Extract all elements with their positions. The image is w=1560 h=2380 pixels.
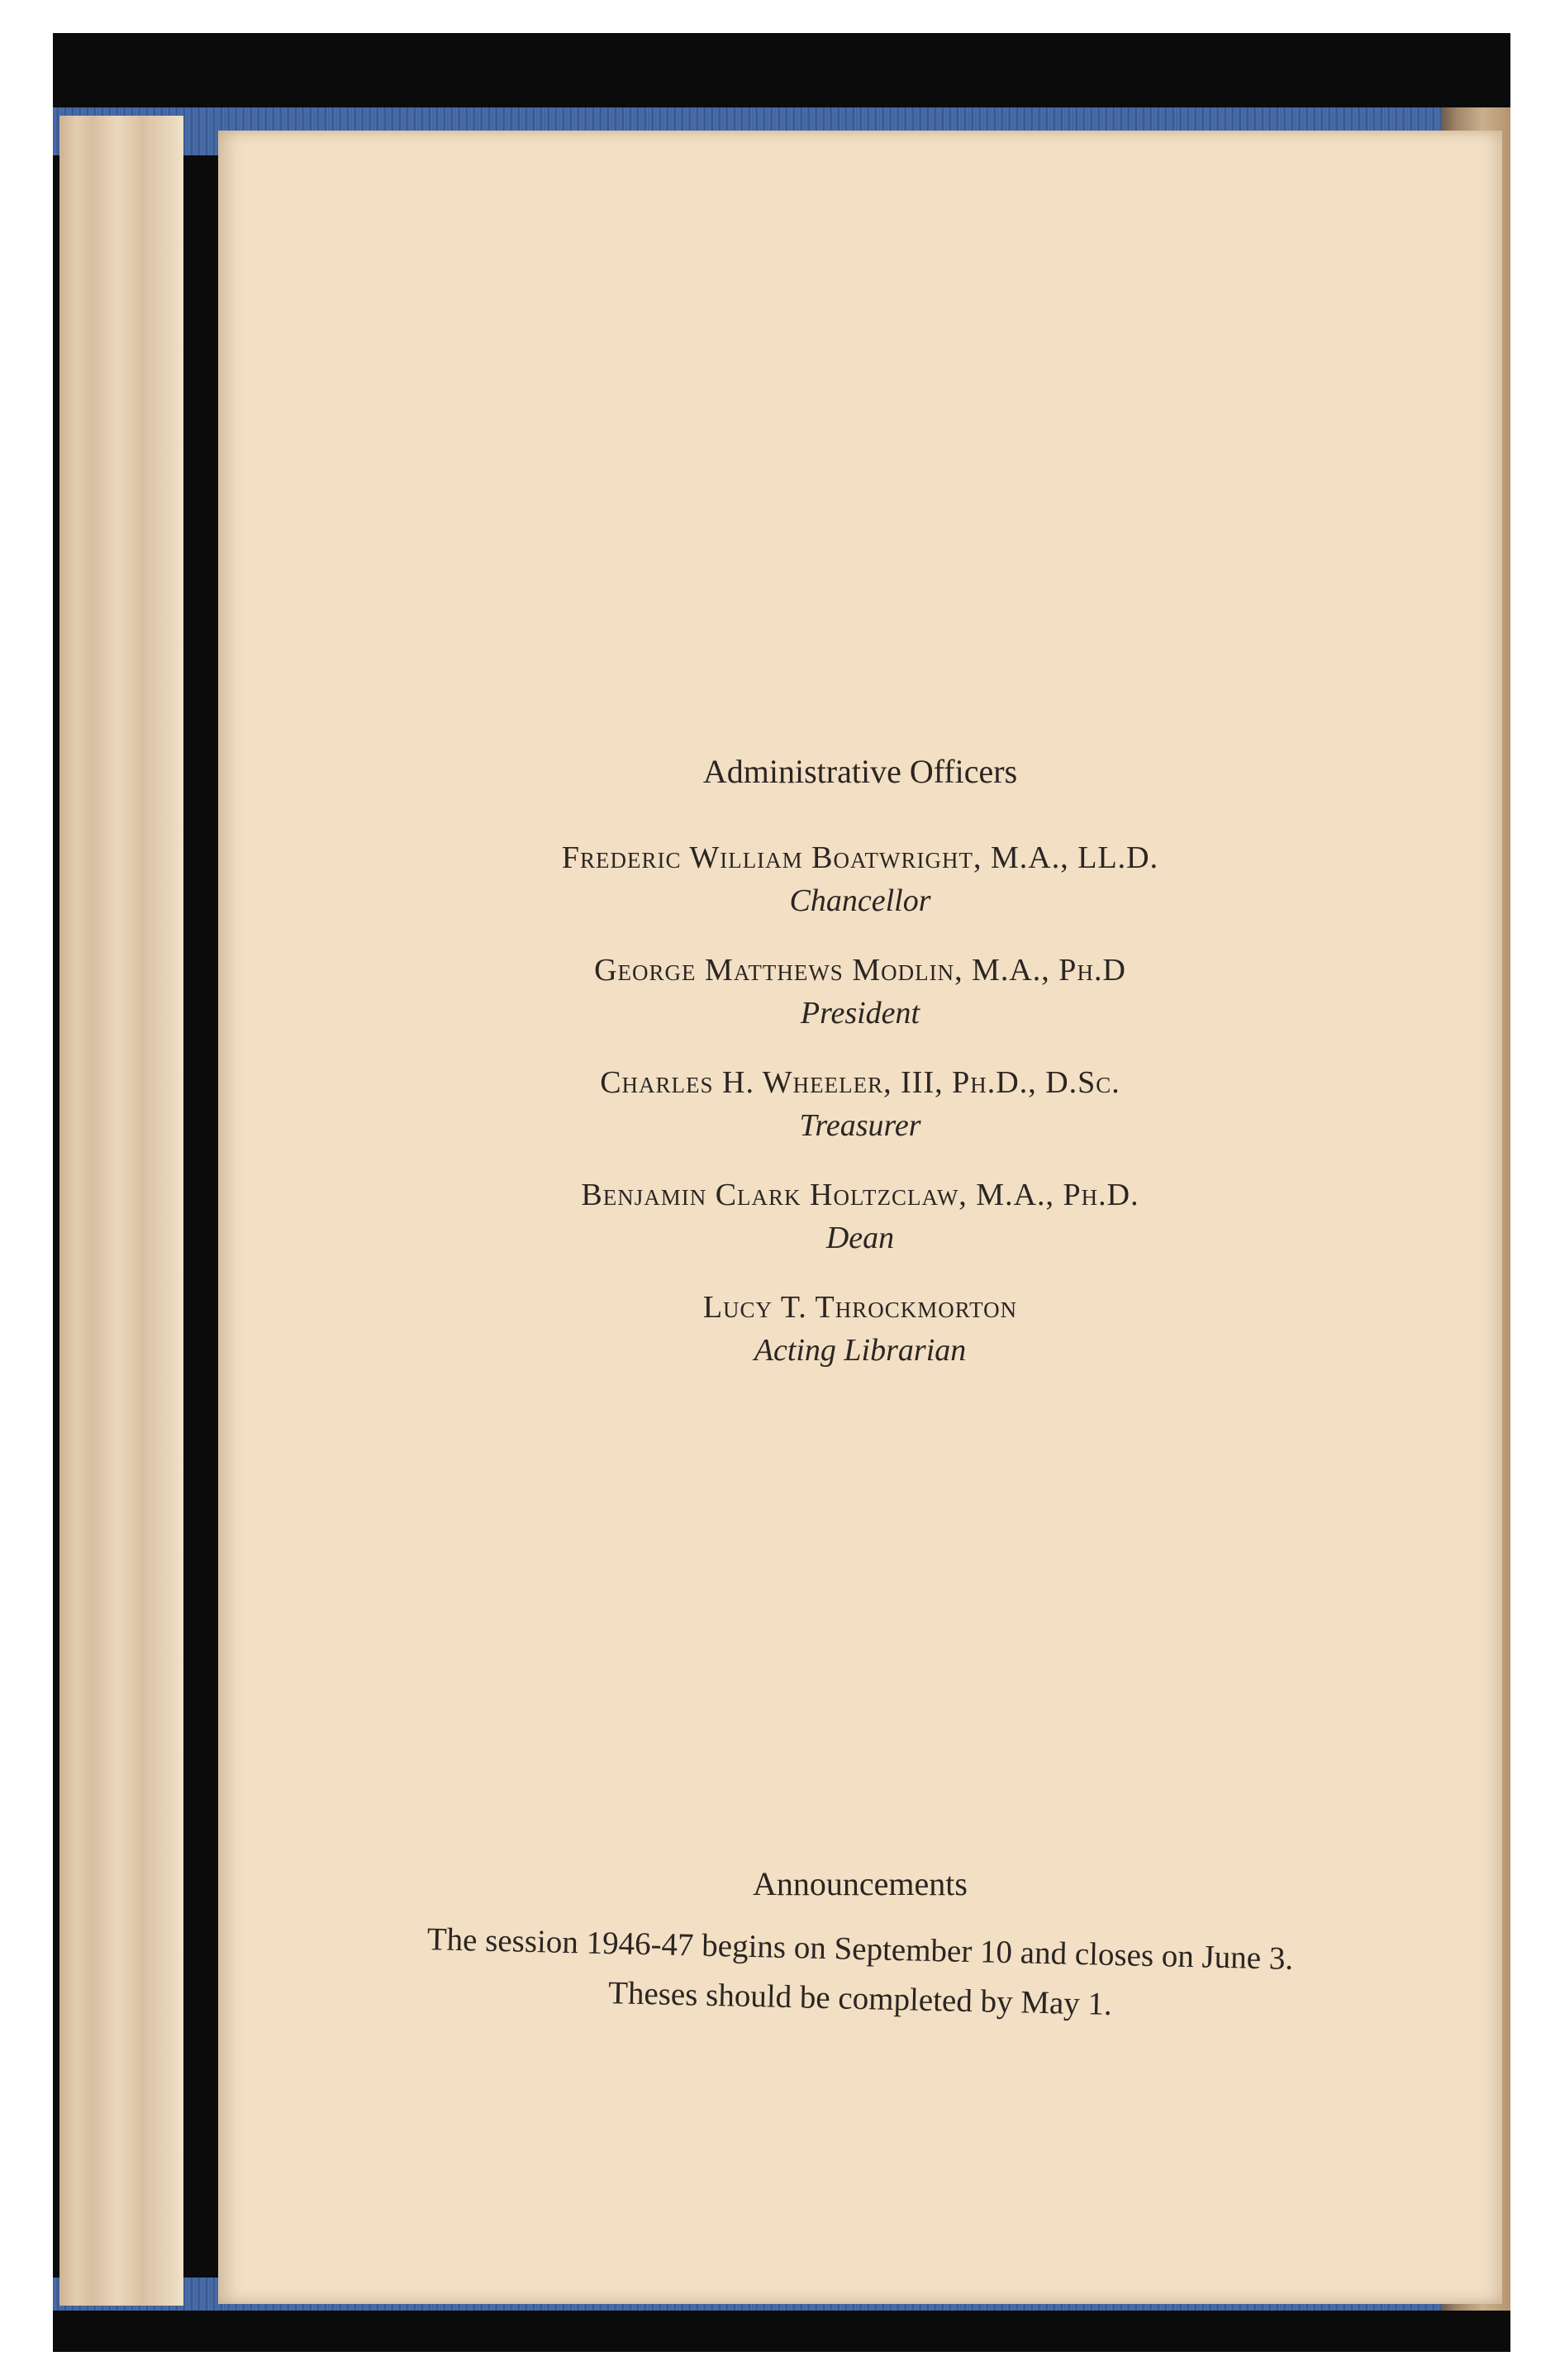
page-edges <box>59 116 183 2306</box>
officer-title: Acting Librarian <box>754 1333 967 1368</box>
officer-title: Treasurer <box>799 1108 921 1143</box>
administrative-officers-heading: Administrative Officers <box>702 753 1018 790</box>
officer-name: Frederic William Boatwright, M.A., LL.D. <box>561 840 1159 875</box>
book-page <box>218 131 1502 2304</box>
book-binding <box>53 33 1510 2352</box>
announcement-line: Theses should be completed by May 1. <box>607 1975 1113 2022</box>
officer-title: President <box>800 996 920 1031</box>
officer-title: Dean <box>825 1221 895 1255</box>
officer-name: Benjamin Clark Holtzclaw, M.A., Ph.D. <box>581 1178 1139 1212</box>
announcements-heading: Announcements <box>753 1865 968 1902</box>
officer-title: Chancellor <box>789 883 931 918</box>
officer-name: Lucy T. Throckmorton <box>702 1290 1018 1325</box>
announcement-line: The session 1946-47 begins on September 10 and closes on June 3. <box>426 1921 1294 1977</box>
officer-name: George Matthews Modlin, M.A., Ph.D <box>594 953 1126 988</box>
officer-name: Charles H. Wheeler, III, Ph.D., D.Sc. <box>600 1065 1120 1100</box>
